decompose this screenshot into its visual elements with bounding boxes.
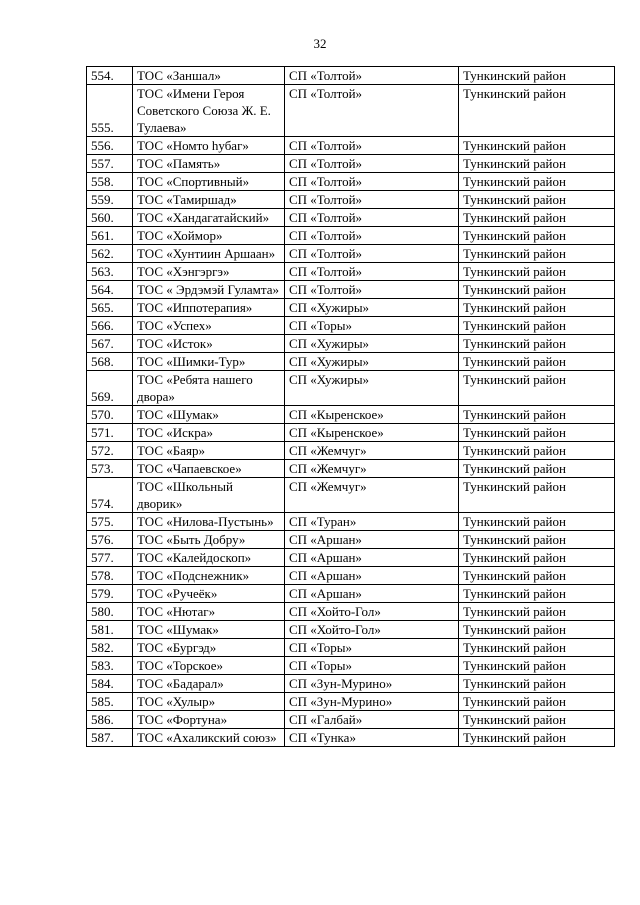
tos-name-cell: ТОС «Торское»	[133, 657, 285, 675]
district-cell: Тункинский район	[459, 567, 615, 585]
settlement-cell: СП «Галбай»	[285, 711, 459, 729]
table-row	[87, 406, 615, 424]
table-row	[87, 245, 615, 263]
table-row	[87, 371, 615, 406]
row-number-cell: 585.	[87, 693, 133, 711]
table-row	[87, 531, 615, 549]
district-cell: Тункинский район	[459, 531, 615, 549]
settlement-cell: СП «Аршан»	[285, 567, 459, 585]
table-row	[87, 173, 615, 191]
settlement-cell: СП «Аршан»	[285, 585, 459, 603]
district-cell: Тункинский район	[459, 621, 615, 639]
table-row	[87, 567, 615, 585]
district-cell: Тункинский район	[459, 173, 615, 191]
row-number-cell: 566.	[87, 317, 133, 335]
settlement-cell: СП «Толтой»	[285, 245, 459, 263]
table-row	[87, 603, 615, 621]
district-cell: Тункинский район	[459, 711, 615, 729]
district-cell: Тункинский район	[459, 424, 615, 442]
settlement-cell: СП «Толтой»	[285, 85, 459, 137]
settlement-cell: СП «Толтой»	[285, 263, 459, 281]
district-cell: Тункинский район	[459, 67, 615, 85]
settlement-cell: СП «Кыренское»	[285, 424, 459, 442]
tos-name-cell: ТОС «Хунтиин Аршаан»	[133, 245, 285, 263]
settlement-cell: СП «Аршан»	[285, 531, 459, 549]
row-number-cell: 563.	[87, 263, 133, 281]
district-cell: Тункинский район	[459, 281, 615, 299]
tos-name-cell: ТОС «Бургэд»	[133, 639, 285, 657]
table-row	[87, 639, 615, 657]
district-cell: Тункинский район	[459, 549, 615, 567]
tos-name-cell: ТОС «Шумак»	[133, 621, 285, 639]
table-row	[87, 549, 615, 567]
row-number-cell: 561.	[87, 227, 133, 245]
settlement-cell: СП «Толтой»	[285, 173, 459, 191]
table-row	[87, 299, 615, 317]
tos-name-cell: ТОС «Тамиршад»	[133, 191, 285, 209]
settlement-cell: СП «Туран»	[285, 513, 459, 531]
district-cell: Тункинский район	[459, 155, 615, 173]
tos-name-cell: ТОС «Хулыр»	[133, 693, 285, 711]
tos-name-cell: ТОС «Имени Героя Советского Союза Ж. Е. Тулаева»	[133, 85, 285, 137]
settlement-cell: СП «Толтой»	[285, 137, 459, 155]
table-row	[87, 585, 615, 603]
table-row	[87, 209, 615, 227]
settlement-cell: СП «Торы»	[285, 657, 459, 675]
district-cell: Тункинский район	[459, 729, 615, 747]
row-number-cell: 578.	[87, 567, 133, 585]
row-number-cell: 567.	[87, 335, 133, 353]
settlement-cell: СП «Хужиры»	[285, 353, 459, 371]
row-number-cell: 575.	[87, 513, 133, 531]
row-number-cell: 555.	[87, 85, 133, 137]
table-row	[87, 227, 615, 245]
district-cell: Тункинский район	[459, 460, 615, 478]
table-row	[87, 460, 615, 478]
table-row	[87, 675, 615, 693]
settlement-cell: СП «Аршан»	[285, 549, 459, 567]
row-number-cell: 554.	[87, 67, 133, 85]
district-cell: Тункинский район	[459, 603, 615, 621]
tos-name-cell: ТОС «Нютаг»	[133, 603, 285, 621]
tos-name-cell: ТОС «Хоймор»	[133, 227, 285, 245]
settlement-cell: СП «Толтой»	[285, 227, 459, 245]
district-cell: Тункинский район	[459, 675, 615, 693]
district-cell: Тункинский район	[459, 191, 615, 209]
district-cell: Тункинский район	[459, 371, 615, 406]
settlement-cell: СП «Толтой»	[285, 191, 459, 209]
settlement-cell: СП «Хойто-Гол»	[285, 621, 459, 639]
tos-name-cell: ТОС «Ребята нашего двора»	[133, 371, 285, 406]
row-number-cell: 560.	[87, 209, 133, 227]
district-cell: Тункинский район	[459, 209, 615, 227]
row-number-cell: 569.	[87, 371, 133, 406]
settlement-cell: СП «Зун-Мурино»	[285, 675, 459, 693]
tos-name-cell: ТОС «Калейдоскоп»	[133, 549, 285, 567]
row-number-cell: 584.	[87, 675, 133, 693]
table-row	[87, 263, 615, 281]
table-row	[87, 657, 615, 675]
table-row	[87, 155, 615, 173]
district-cell: Тункинский район	[459, 137, 615, 155]
settlement-cell: СП «Торы»	[285, 639, 459, 657]
row-number-cell: 568.	[87, 353, 133, 371]
row-number-cell: 559.	[87, 191, 133, 209]
tos-name-cell: ТОС «Шумак»	[133, 406, 285, 424]
district-cell: Тункинский район	[459, 317, 615, 335]
tos-name-cell: ТОС «Иппотерапия»	[133, 299, 285, 317]
settlement-cell: СП «Торы»	[285, 317, 459, 335]
row-number-cell: 570.	[87, 406, 133, 424]
row-number-cell: 571.	[87, 424, 133, 442]
table-row	[87, 281, 615, 299]
row-number-cell: 562.	[87, 245, 133, 263]
row-number-cell: 577.	[87, 549, 133, 567]
tos-name-cell: ТОС «Бадарал»	[133, 675, 285, 693]
district-cell: Тункинский район	[459, 657, 615, 675]
row-number-cell: 565.	[87, 299, 133, 317]
row-number-cell: 557.	[87, 155, 133, 173]
tos-registry-table	[86, 66, 615, 747]
table-row	[87, 335, 615, 353]
page-number: 32	[313, 36, 327, 51]
district-cell: Тункинский район	[459, 585, 615, 603]
district-cell: Тункинский район	[459, 245, 615, 263]
row-number-cell: 579.	[87, 585, 133, 603]
district-cell: Тункинский район	[459, 263, 615, 281]
district-cell: Тункинский район	[459, 353, 615, 371]
row-number-cell: 573.	[87, 460, 133, 478]
table-row	[87, 693, 615, 711]
settlement-cell: СП «Жемчуг»	[285, 460, 459, 478]
district-cell: Тункинский район	[459, 478, 615, 513]
settlement-cell: СП «Хужиры»	[285, 371, 459, 406]
tos-name-cell: ТОС «Ручеёк»	[133, 585, 285, 603]
table-row	[87, 711, 615, 729]
row-number-cell: 586.	[87, 711, 133, 729]
tos-name-cell: ТОС «Искра»	[133, 424, 285, 442]
district-cell: Тункинский район	[459, 693, 615, 711]
district-cell: Тункинский район	[459, 85, 615, 137]
table-row	[87, 137, 615, 155]
table-row	[87, 353, 615, 371]
tos-name-cell: ТОС «Чапаевское»	[133, 460, 285, 478]
row-number-cell: 576.	[87, 531, 133, 549]
row-number-cell: 581.	[87, 621, 133, 639]
row-number-cell: 574.	[87, 478, 133, 513]
table-row	[87, 513, 615, 531]
settlement-cell: СП «Тунка»	[285, 729, 459, 747]
table-row	[87, 442, 615, 460]
tos-name-cell: ТОС «Заншал»	[133, 67, 285, 85]
tos-name-cell: ТОС «Память»	[133, 155, 285, 173]
tos-name-cell: ТОС «Школьный дворик»	[133, 478, 285, 513]
settlement-cell: СП «Хужиры»	[285, 335, 459, 353]
row-number-cell: 580.	[87, 603, 133, 621]
settlement-cell: СП «Хойто-Гол»	[285, 603, 459, 621]
table-row	[87, 67, 615, 85]
table-row	[87, 317, 615, 335]
row-number-cell: 558.	[87, 173, 133, 191]
settlement-cell: СП «Толтой»	[285, 155, 459, 173]
settlement-cell: СП «Хужиры»	[285, 299, 459, 317]
settlement-cell: СП «Толтой»	[285, 209, 459, 227]
tos-name-cell: ТОС «Успех»	[133, 317, 285, 335]
row-number-cell: 572.	[87, 442, 133, 460]
row-number-cell: 564.	[87, 281, 133, 299]
table-row	[87, 424, 615, 442]
row-number-cell: 582.	[87, 639, 133, 657]
settlement-cell: СП «Зун-Мурино»	[285, 693, 459, 711]
tos-name-cell: ТОС « Эрдэмэй Гуламта»	[133, 281, 285, 299]
row-number-cell: 583.	[87, 657, 133, 675]
district-cell: Тункинский район	[459, 299, 615, 317]
settlement-cell: СП «Жемчуг»	[285, 478, 459, 513]
district-cell: Тункинский район	[459, 639, 615, 657]
tos-name-cell: ТОС «Хандагатайский»	[133, 209, 285, 227]
tos-name-cell: ТОС «Фортуна»	[133, 711, 285, 729]
district-cell: Тункинский район	[459, 335, 615, 353]
table-row	[87, 191, 615, 209]
tos-name-cell: ТОС «Быть Добру»	[133, 531, 285, 549]
tos-name-cell: ТОС «Спортивный»	[133, 173, 285, 191]
tos-name-cell: ТОС «Баяр»	[133, 442, 285, 460]
table-row	[87, 85, 615, 137]
district-cell: Тункинский район	[459, 513, 615, 531]
district-cell: Тункинский район	[459, 227, 615, 245]
table-row	[87, 478, 615, 513]
table-row	[87, 729, 615, 747]
settlement-cell: СП «Жемчуг»	[285, 442, 459, 460]
row-number-cell: 556.	[87, 137, 133, 155]
district-cell: Тункинский район	[459, 406, 615, 424]
tos-name-cell: ТОС «Подснежник»	[133, 567, 285, 585]
table-body	[87, 67, 615, 747]
tos-name-cell: ТОС «Нилова-Пустынь»	[133, 513, 285, 531]
tos-name-cell: ТОС «Исток»	[133, 335, 285, 353]
settlement-cell: СП «Кыренское»	[285, 406, 459, 424]
tos-name-cell: ТОС «Ахаликский союз»	[133, 729, 285, 747]
table-row	[87, 621, 615, 639]
district-cell: Тункинский район	[459, 442, 615, 460]
tos-name-cell: ТОС «Шимки-Тур»	[133, 353, 285, 371]
tos-name-cell: ТОС «Номто һубаг»	[133, 137, 285, 155]
row-number-cell: 587.	[87, 729, 133, 747]
tos-name-cell: ТОС «Хэнгэргэ»	[133, 263, 285, 281]
settlement-cell: СП «Толтой»	[285, 281, 459, 299]
settlement-cell: СП «Толтой»	[285, 67, 459, 85]
